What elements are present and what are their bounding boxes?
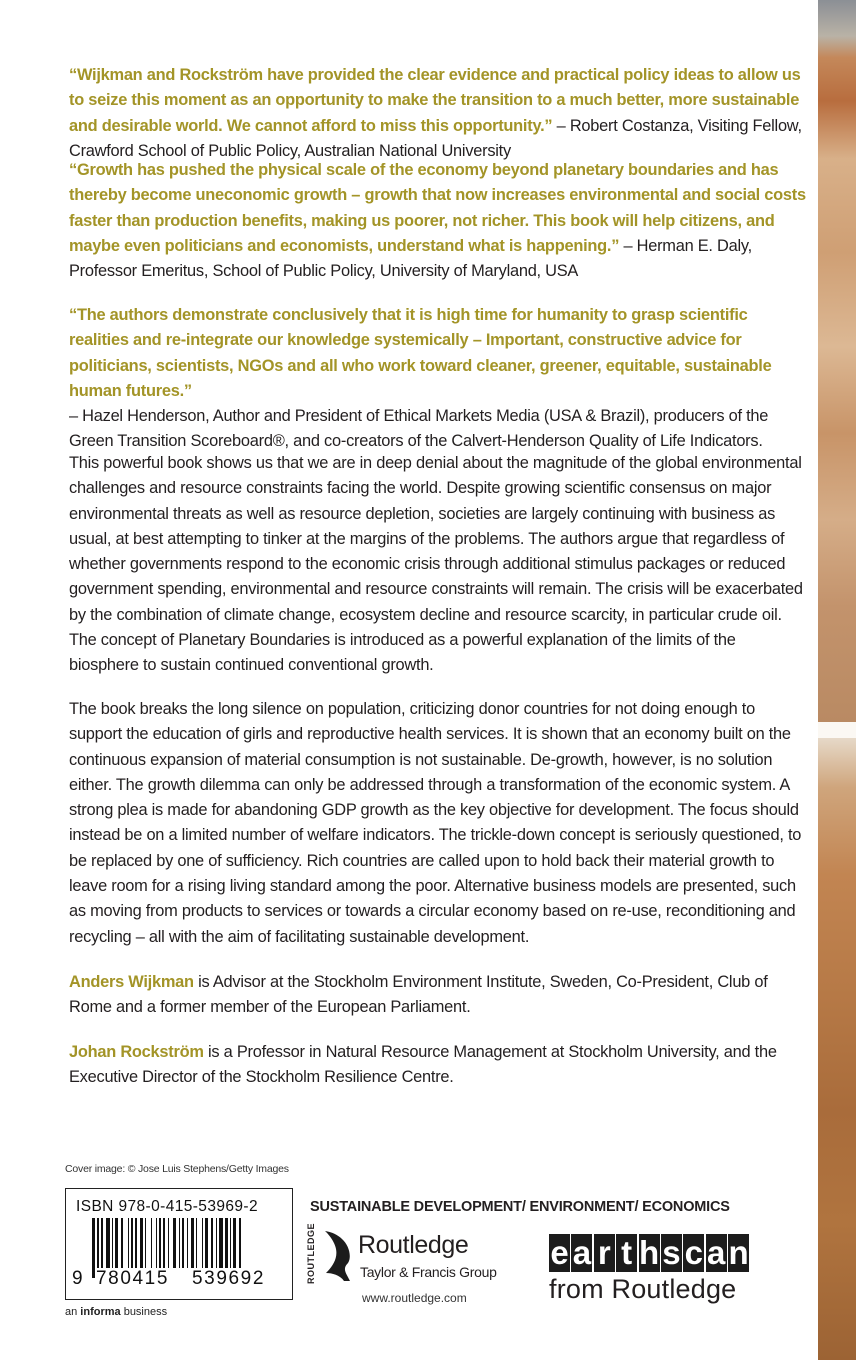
- informa-suffix: business: [120, 1306, 168, 1318]
- barcode-bar: [179, 1218, 180, 1268]
- isbn-label: ISBN 978-0-415-53969-2: [76, 1198, 258, 1215]
- barcode-digits-right: 539692: [192, 1268, 266, 1289]
- barcode-bar: [191, 1218, 194, 1268]
- body-text: The book breaks the long silence on population, criticizing donor countries for not doing enough to support the education of girls and reproductive health services. It is shown that an economy built on the continuous expansion of material consumption is not sustainable. De-growth, however, is no solution either. The growth dilemma can only be addressed through a transformation of the economic system. A strong plea is made for abandoning GDP growth as the key objective for development. The focus should instead be on a limited number of welfare indicators. The trickle-down concept is seriously questioned, to be replaced by one of sufficiency. Rich countries are called upon to hold back their material growth to leave room for a rising living standard among the poor. Alternative business models are presented, such as moving from products to services or towards a circular economy based on re-use, reconditioning and recycling – all with the aim of facilitating sustainable development.: [69, 700, 802, 946]
- barcode-bar: [230, 1218, 231, 1268]
- author-name: Anders Wijkman: [69, 973, 194, 991]
- routledge-name: Routledge: [358, 1231, 469, 1259]
- author-bio-1: [69, 970, 809, 1021]
- barcode-digits: [66, 1268, 294, 1294]
- barcode-bar: [182, 1218, 185, 1268]
- informa-brand: informa: [80, 1306, 121, 1318]
- endorsement-attribution: – Hazel Henderson, Author and President of Ethical Markets Media (USA & Brazil), producers of the Green Transition Scoreboard®, and co-creators of the Calvert-Henderson Quality of Life Indicators.: [69, 407, 769, 451]
- barcode-bar: [187, 1218, 188, 1268]
- author-bio-2: [69, 1040, 809, 1091]
- endorsement-quote: “Wijkman and Rockström have provided the clear evidence and practical policy ideas to allow us to seize this moment as an opportunity to make the transition to a much better, more sustainable and desirable world. We cannot afford to miss this opportunity.”: [69, 66, 801, 135]
- endorsement-attribution: – Robert Costanza, Visiting Fellow, Crawford School of Public Policy, Australian National University: [69, 116, 802, 160]
- earthscan-letter: t: [616, 1234, 637, 1272]
- barcode-bar: [173, 1218, 177, 1268]
- routledge-logo-icon: [322, 1229, 352, 1283]
- desert-photo-strip-bottom: [818, 738, 856, 1360]
- routledge-vertical-text: ROUTLEDGE: [306, 1222, 316, 1284]
- earthscan-letter: r: [594, 1234, 615, 1272]
- barcode-bar: [115, 1218, 118, 1268]
- barcode-digits-left: 780415: [96, 1268, 170, 1289]
- endorsement-2: [69, 158, 809, 284]
- author-bio-text: is a Professor in Natural Resource Management at Stockholm University, and the Executive Director of the Stockholm Resilience Centre.: [69, 1043, 777, 1087]
- endorsement-quote: “Growth has pushed the physical scale of the economy beyond planetary boundaries and has thereby become uneconomic growth – growth that now increases environmental and social costs faster than production benefits, making us poorer, not richer. This book will help citizens, and maybe even politicians and economists, understand what is happening.”: [69, 161, 806, 255]
- earthscan-letter: s: [662, 1234, 681, 1271]
- barcode-bar: [106, 1218, 110, 1268]
- photo-strip-gap: [818, 722, 856, 738]
- barcode-bar: [205, 1218, 208, 1268]
- routledge-group: Taylor & Francis Group: [360, 1264, 497, 1280]
- endorsement-3: [69, 303, 809, 455]
- barcode-bar: [225, 1218, 228, 1268]
- barcode-bar: [216, 1218, 217, 1268]
- barcode-bar: [202, 1218, 203, 1268]
- informa-prefix: an: [65, 1306, 81, 1318]
- barcode-bar: [151, 1218, 152, 1268]
- barcode-bar: [156, 1218, 157, 1268]
- earthscan-logo: [549, 1234, 771, 1272]
- barcode-bar: [196, 1218, 197, 1268]
- earthscan-letter: e: [550, 1234, 569, 1271]
- isbn-barcode: [65, 1188, 293, 1300]
- barcode-digit-first: 9: [72, 1268, 83, 1289]
- barcode-bar: [233, 1218, 236, 1268]
- barcode-bar: [121, 1218, 122, 1268]
- informa-business-line: [65, 1306, 167, 1318]
- endorsement-attribution: – Herman E. Daly, Professor Emeritus, School of Public Policy, University of Maryland, USA: [69, 236, 752, 281]
- barcode-bar: [159, 1218, 162, 1268]
- author-bio-text: is Advisor at the Stockholm Environment Institute, Sweden, Co-President, Club of Rome and a former member of the European Parliament.: [69, 973, 768, 1017]
- barcode-bar: [211, 1218, 212, 1268]
- description-paragraph-1: [69, 451, 809, 679]
- barcode-bar: [128, 1218, 129, 1268]
- desert-photo-strip-top: [818, 0, 856, 722]
- barcode-bar: [219, 1218, 223, 1268]
- earthscan-letter: a: [707, 1234, 726, 1271]
- barcode-bar: [112, 1218, 113, 1268]
- barcode-bar: [140, 1218, 143, 1268]
- description-paragraph-2: [69, 697, 809, 950]
- earthscan-letter: a: [572, 1234, 592, 1271]
- author-name: Johan Rockström: [69, 1043, 204, 1061]
- routledge-url: www.routledge.com: [362, 1291, 467, 1305]
- barcode-bar: [131, 1218, 134, 1268]
- barcode-bar: [135, 1218, 136, 1268]
- subject-category: SUSTAINABLE DEVELOPMENT/ ENVIRONMENT/ ECONOMICS: [310, 1199, 730, 1215]
- body-text: This powerful book shows us that we are in deep denial about the magnitude of the global environmental challenges and resource constraints facing the world. Despite growing scientific consensus on major environmental threats as well as resource depletion, societies are largely continuing with business as usual, at best attempting to tinker at the margins of the problems. The authors argue that regardless of whether governments respond to the economic crisis through additional stimulus packages or reduced government spending, environmental and resource constraints will remain. The crisis will be exacerbated by the combination of climate change, ecosystem decline and resource scarcity, in particular crude oil. The concept of Planetary Boundaries is introduced as a powerful explanation of the limits of the biosphere to sustain continued conventional growth.: [69, 454, 803, 675]
- earthscan-letter: c: [684, 1234, 704, 1271]
- earthscan-tagline: from Routledge: [549, 1274, 737, 1304]
- barcode-bar: [101, 1218, 102, 1268]
- earthscan-letter: h: [638, 1234, 660, 1271]
- earthscan-letter: n: [728, 1234, 749, 1271]
- barcode-bar: [145, 1218, 146, 1268]
- endorsement-1: [69, 63, 809, 164]
- endorsement-quote: “The authors demonstrate conclusively that it is high time for humanity to grasp scientific realities and re-integrate our knowledge systemically – Important, constructive advice for politicians, scientists, NGOs and all who work toward cleaner, greener, equitable, sustainable human futures.”: [69, 306, 772, 400]
- cover-image-credit: Cover image: © Jose Luis Stephens/Getty Images: [65, 1163, 289, 1175]
